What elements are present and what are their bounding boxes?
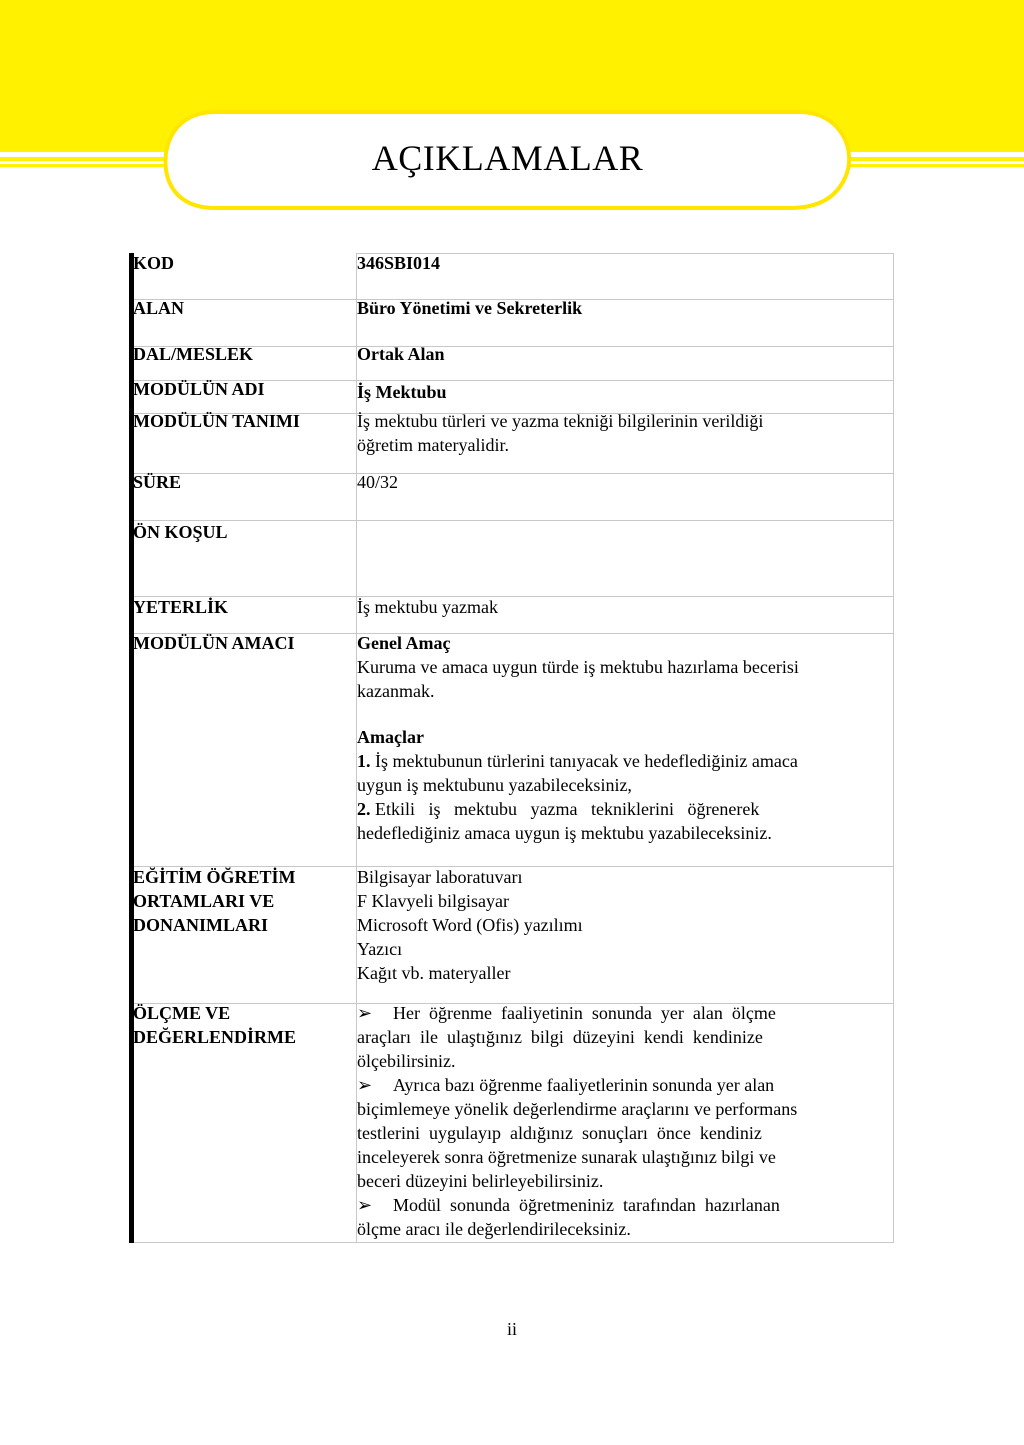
arrow-bullet-icon: ➢ <box>357 1003 373 1023</box>
row-label: MODÜLÜN ADI <box>133 379 265 399</box>
value-line: biçimlemeye yönelik değerlendirme araçlarını ve performans <box>357 1099 798 1119</box>
list-item: F Klavyeli bilgisayar <box>357 891 509 911</box>
bullet-item <box>357 1193 847 1217</box>
value-line: araçları ile ulaştığınız bilgi düzeyini kendi kendinize <box>357 1027 763 1047</box>
value-line: inceleyerek sonra öğretmenize sunarak ulaştığınız bilgi ve <box>357 1147 776 1167</box>
row-value <box>357 1001 847 1241</box>
list-item: Kağıt vb. materyaller <box>357 963 511 983</box>
arrow-bullet-icon: ➢ <box>357 1195 373 1215</box>
row-label: ALAN <box>133 298 185 318</box>
value-line: Her öğrenme faaliyetinin sonunda yer alan ölçme <box>393 1003 776 1023</box>
row-label: YETERLİK <box>133 597 229 617</box>
value-line: kazanmak. <box>357 681 435 701</box>
row-value: Büro Yönetimi ve Sekreterlik <box>357 298 583 318</box>
value-line: ölçebilirsiniz. <box>357 1051 456 1071</box>
row-value: 346SBI014 <box>357 253 441 273</box>
row-label: MODÜLÜN AMACI <box>133 633 295 653</box>
row-value <box>357 409 859 457</box>
label-line: ÖLÇME VE <box>133 1003 231 1023</box>
bullet-item <box>357 1073 847 1097</box>
value-line: Kuruma ve amaca uygun türde iş mektubu hazırlama becerisi <box>357 657 799 677</box>
page-number: ii <box>506 1319 517 1339</box>
amac-item-1 <box>357 749 859 773</box>
list-item: Bilgisayar laboratuvarı <box>357 867 523 887</box>
bullet-item <box>357 1001 847 1025</box>
value-line: testlerini uygulayıp aldığınız sonuçları önce kendiniz <box>357 1123 762 1143</box>
value-line: hedeflediğiniz amaca uygun iş mektubu yazabileceksiniz. <box>357 823 772 843</box>
list-item: Yazıcı <box>357 939 403 959</box>
row-label: MODÜLÜN TANIMI <box>133 411 300 431</box>
row-value <box>357 865 859 985</box>
value-line: uygun iş mektubunu yazabileceksiniz, <box>357 775 632 795</box>
row-value: Ortak Alan <box>357 344 445 364</box>
row-value <box>357 631 859 845</box>
label-line: DEĞERLENDİRME <box>133 1027 297 1047</box>
amaclar-heading: Amaçlar <box>357 727 424 747</box>
list-item: Microsoft Word (Ofis) yazılımı <box>357 915 583 935</box>
row-value: 40/32 <box>357 472 399 492</box>
row-label: ÖN KOŞUL <box>133 522 228 542</box>
banner-shape <box>0 0 1024 230</box>
genel-amac-heading: Genel Amaç <box>357 633 451 653</box>
row-label: DAL/MESLEK <box>133 344 254 364</box>
value-line: İş mektubu türleri ve yazma tekniği bilgilerinin verildiği <box>357 411 764 431</box>
header-banner <box>0 0 1024 230</box>
arrow-bullet-icon: ➢ <box>357 1075 373 1095</box>
page-title: AÇIKLAMALAR <box>371 138 644 178</box>
amac-item-2 <box>357 797 859 821</box>
row-label <box>133 1001 353 1049</box>
value-line: öğretim materyalidir. <box>357 435 509 455</box>
table-right-border <box>893 253 894 1243</box>
label-line: EĞİTİM ÖĞRETİM <box>133 867 296 887</box>
label-line: DONANIMLARI <box>133 915 268 935</box>
table-left-bar <box>129 253 134 1243</box>
item-number: 2. <box>357 799 371 819</box>
row-value: İş Mektubu <box>357 382 447 402</box>
value-line: Modül sonunda öğretmeniniz tarafından hazırlanan <box>393 1195 780 1215</box>
row-label: SÜRE <box>133 472 182 492</box>
row-label <box>133 865 353 937</box>
row-label: KOD <box>133 253 175 273</box>
table-bottom-border <box>134 1242 894 1243</box>
row-value: İş mektubu yazmak <box>357 597 498 617</box>
value-line: beceri düzeyini belirleyebilirsiniz. <box>357 1171 604 1191</box>
label-line: ORTAMLARI VE <box>133 891 275 911</box>
item-number: 1. <box>357 751 371 771</box>
value-line: İş mektubunun türlerini tanıyacak ve hedeflediğiniz amaca <box>370 751 798 771</box>
value-line: Etkili iş mektubu yazma tekniklerini öğrenerek <box>370 799 760 819</box>
value-line: Ayrıca bazı öğrenme faaliyetlerinin sonunda yer alan <box>393 1075 775 1095</box>
value-line: ölçme aracı ile değerlendirileceksiniz. <box>357 1219 631 1239</box>
